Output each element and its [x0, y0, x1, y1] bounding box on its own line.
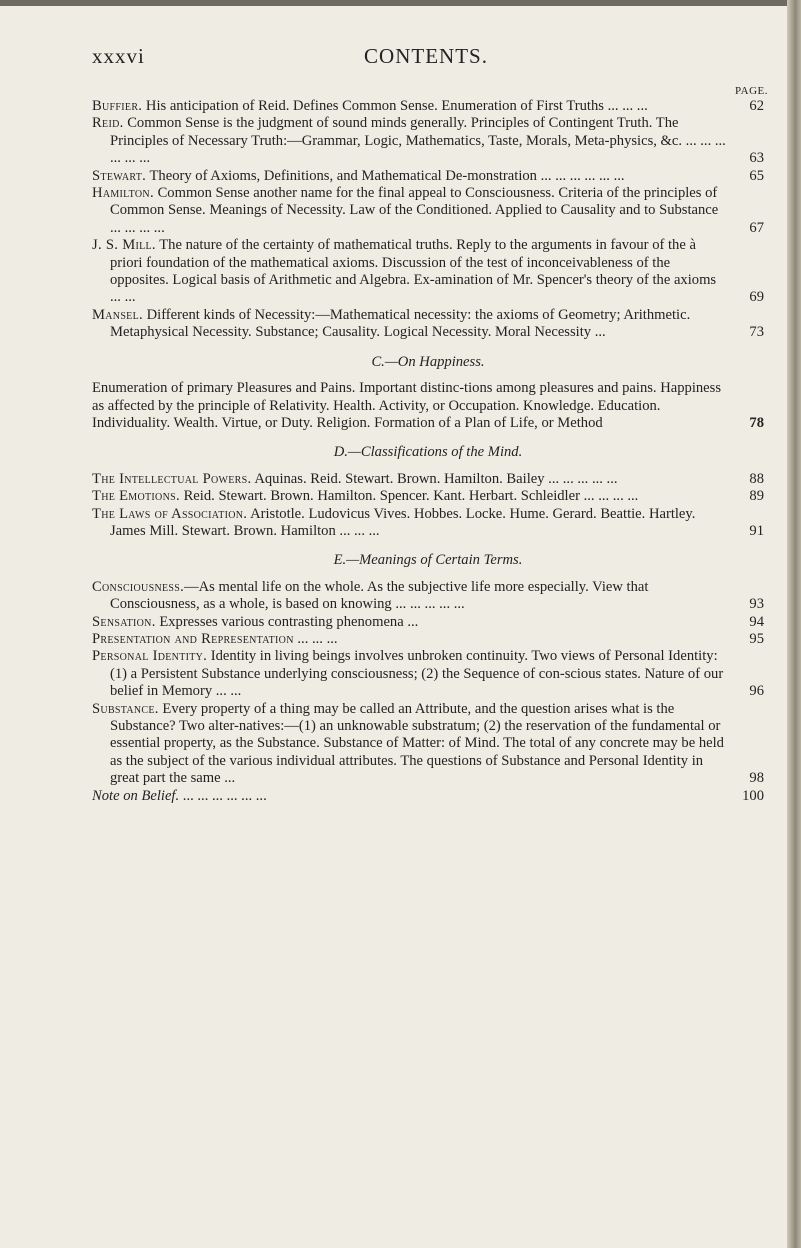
section-heading-happiness: C.—On Happiness. — [371, 353, 485, 370]
page-title: CONTENTS. — [364, 44, 488, 68]
toc-entry-name: The Emotions. — [92, 488, 180, 505]
toc-entry-page: 93 — [749, 596, 764, 613]
toc-entry-name: Reid. — [92, 115, 124, 132]
section-heading-meanings: E.—Meanings of Certain Terms. — [333, 552, 523, 569]
toc-entry-name: Personal Identity. — [92, 648, 208, 665]
toc-entry-hamilton — [92, 185, 764, 237]
toc-entry-note-on-belief — [92, 788, 764, 805]
toc-entry-text: Aquinas. Reid. Stewart. Brown. Hamilton. Bailey ... ... ... ... ... — [254, 470, 618, 487]
toc-entry-page: 65 — [749, 167, 764, 184]
toc-entry-page: 69 — [749, 289, 764, 306]
page-number: xxxvi — [92, 44, 145, 68]
toc-entry-reid — [92, 115, 764, 167]
page-header — [92, 44, 760, 74]
toc-entry-name: Buffier. — [92, 98, 143, 114]
toc-entry-page: 94 — [749, 613, 764, 630]
toc-entry-consciousness — [92, 579, 764, 614]
toc-entry-personal-identity — [92, 648, 764, 700]
book-spine-edge — [787, 0, 801, 1248]
toc-entry-text: Common Sense is the judgment of sound minds generally. Principles of Contingent Truth. The Principles of Necessary Truth:—Grammar, Logic, Mathematics, Taste, Morals, Meta-physics, &c. ... ... ... ... ... ... — [110, 115, 726, 167]
toc-entry-page: 63 — [749, 150, 764, 167]
toc-entry-name: Substance. — [92, 700, 159, 717]
toc-entry-mansel — [92, 307, 764, 342]
toc-entry-page: 96 — [749, 683, 764, 700]
toc-entry-text: —As mental life on the whole. As the subjective life more especially. View that Consciousness, as a whole, is based on knowing ... ... ... ... ... — [110, 578, 649, 613]
toc-entry-page: 98 — [749, 770, 764, 787]
toc-paragraph-happiness — [92, 380, 764, 432]
toc-entry-name: Consciousness. — [92, 578, 185, 595]
contents-list — [92, 84, 768, 805]
section-heading-classifications: D.—Classifications of the Mind. — [333, 444, 523, 461]
toc-entry-page: 73 — [749, 324, 764, 341]
toc-entry-page: 95 — [749, 630, 764, 647]
toc-entry-text: Common Sense another name for the final appeal to Consciousness. Criteria of the principles of Common Sense. Meanings of Necessity. Law of the Conditioned. Applied to Causality and to Substance ... ... ... ... — [110, 185, 719, 236]
toc-entry-name: Presentation and Representation — [92, 630, 294, 647]
toc-entry-presentation — [92, 631, 764, 648]
toc-entry-page: 78 — [749, 414, 764, 431]
toc-entry-text: The nature of the certainty of mathematical truths. Reply to the arguments in favour of the à priori foundation of the mathematical axioms. Discussion of the test of inconceivableness of the opposites. Logical basis of Arithmetic and Algebra. Ex-amination of Mr. Spencer's theory of the axioms ... ... — [110, 237, 717, 306]
toc-entry-page: 67 — [749, 219, 764, 236]
toc-entry-text: ... ... ... — [297, 630, 338, 647]
toc-entry-laws-of-association — [92, 506, 764, 541]
toc-entry-page: 100 — [742, 787, 764, 804]
toc-entry-text: Theory of Axioms, Definitions, and Mathematical De-monstration ... ... ... ... ... ... — [149, 167, 625, 184]
toc-entry-page: 89 — [749, 488, 764, 505]
toc-entry-text: His anticipation of Reid. Defines Common Sense. Enumeration of First Truths ... ... ... — [145, 98, 648, 114]
toc-entry-name: The Intellectual Powers. — [92, 470, 252, 487]
toc-entry-text: Identity in living beings involves unbroken continuity. Two views of Personal Identity: (1) a Persistent Substance underlying consciousness; (2) the Sequence of con-scious states. Nature of our belief in Memory ... ... — [110, 648, 724, 700]
toc-entry-emotions — [92, 488, 764, 505]
toc-entry-text: Every property of a thing may be called an Attribute, and the question arises what is the Substance? Two alter-natives:—(1) an unknowable substratum; (2) the reservation of the fundamental or essential property, as the Substance. Substance of Matter: of Mind. The total of any concrete may be held as the subject of the various individual attributes. The questions of Substance and Personal Identity in great part the same ... — [110, 700, 724, 787]
toc-entry-page: 62 — [749, 98, 764, 114]
toc-entry-buffier — [92, 98, 764, 115]
toc-entry-page: 88 — [749, 470, 764, 487]
toc-entry-name: Sensation. — [92, 613, 156, 630]
toc-paragraph-text: Enumeration of primary Pleasures and Pains. Important distinc-tions among pleasures and pains. Happiness as affected by the principle of Relativity. Health. Activity, or Occupation. Knowledge. Education. Individuality. Wealth. Virtue, or Duty. Religion. Formation of a Plan of Life, or Method — [92, 380, 722, 431]
toc-entry-text: ... ... ... ... ... ... — [182, 787, 267, 804]
section-b-continued — [92, 98, 764, 342]
toc-entry-name: Note on Belief. — [92, 787, 180, 804]
page-column-label: PAGE. — [735, 85, 768, 97]
toc-entry-name: J. S. Mill. — [92, 237, 156, 254]
toc-entry-name: Hamilton. — [92, 185, 154, 202]
toc-entry-mill — [92, 237, 764, 307]
toc-entry-text: Different kinds of Necessity:—Mathematical necessity: the axioms of Geometry; Arithmetic. Metaphysical Necessity. Substance; Causality. Logical Necessity. Moral Necessity ... — [110, 306, 691, 341]
toc-entry-stewart — [92, 168, 764, 185]
toc-entry-substance — [92, 701, 764, 788]
toc-entry-page: 91 — [749, 522, 764, 539]
toc-entry-intellectual-powers — [92, 471, 764, 488]
toc-entry-name: Mansel. — [92, 306, 143, 323]
toc-entry-name: Stewart. — [92, 167, 147, 184]
toc-entry-text: Expresses various contrasting phenomena ... — [159, 613, 419, 630]
toc-entry-name: The Laws of Association. — [92, 505, 248, 522]
toc-entry-text: Aristotle. Ludovicus Vives. Hobbes. Locke. Hume. Gerard. Beattie. Hartley. James Mill. Stewart. Brown. Hamilton ... ... ... — [110, 505, 696, 539]
page-top-edge — [0, 0, 801, 6]
toc-entry-sensation — [92, 614, 764, 631]
toc-entry-text: Reid. Stewart. Brown. Hamilton. Spencer. Kant. Herbart. Schleidler ... ... ... ... — [183, 488, 639, 505]
